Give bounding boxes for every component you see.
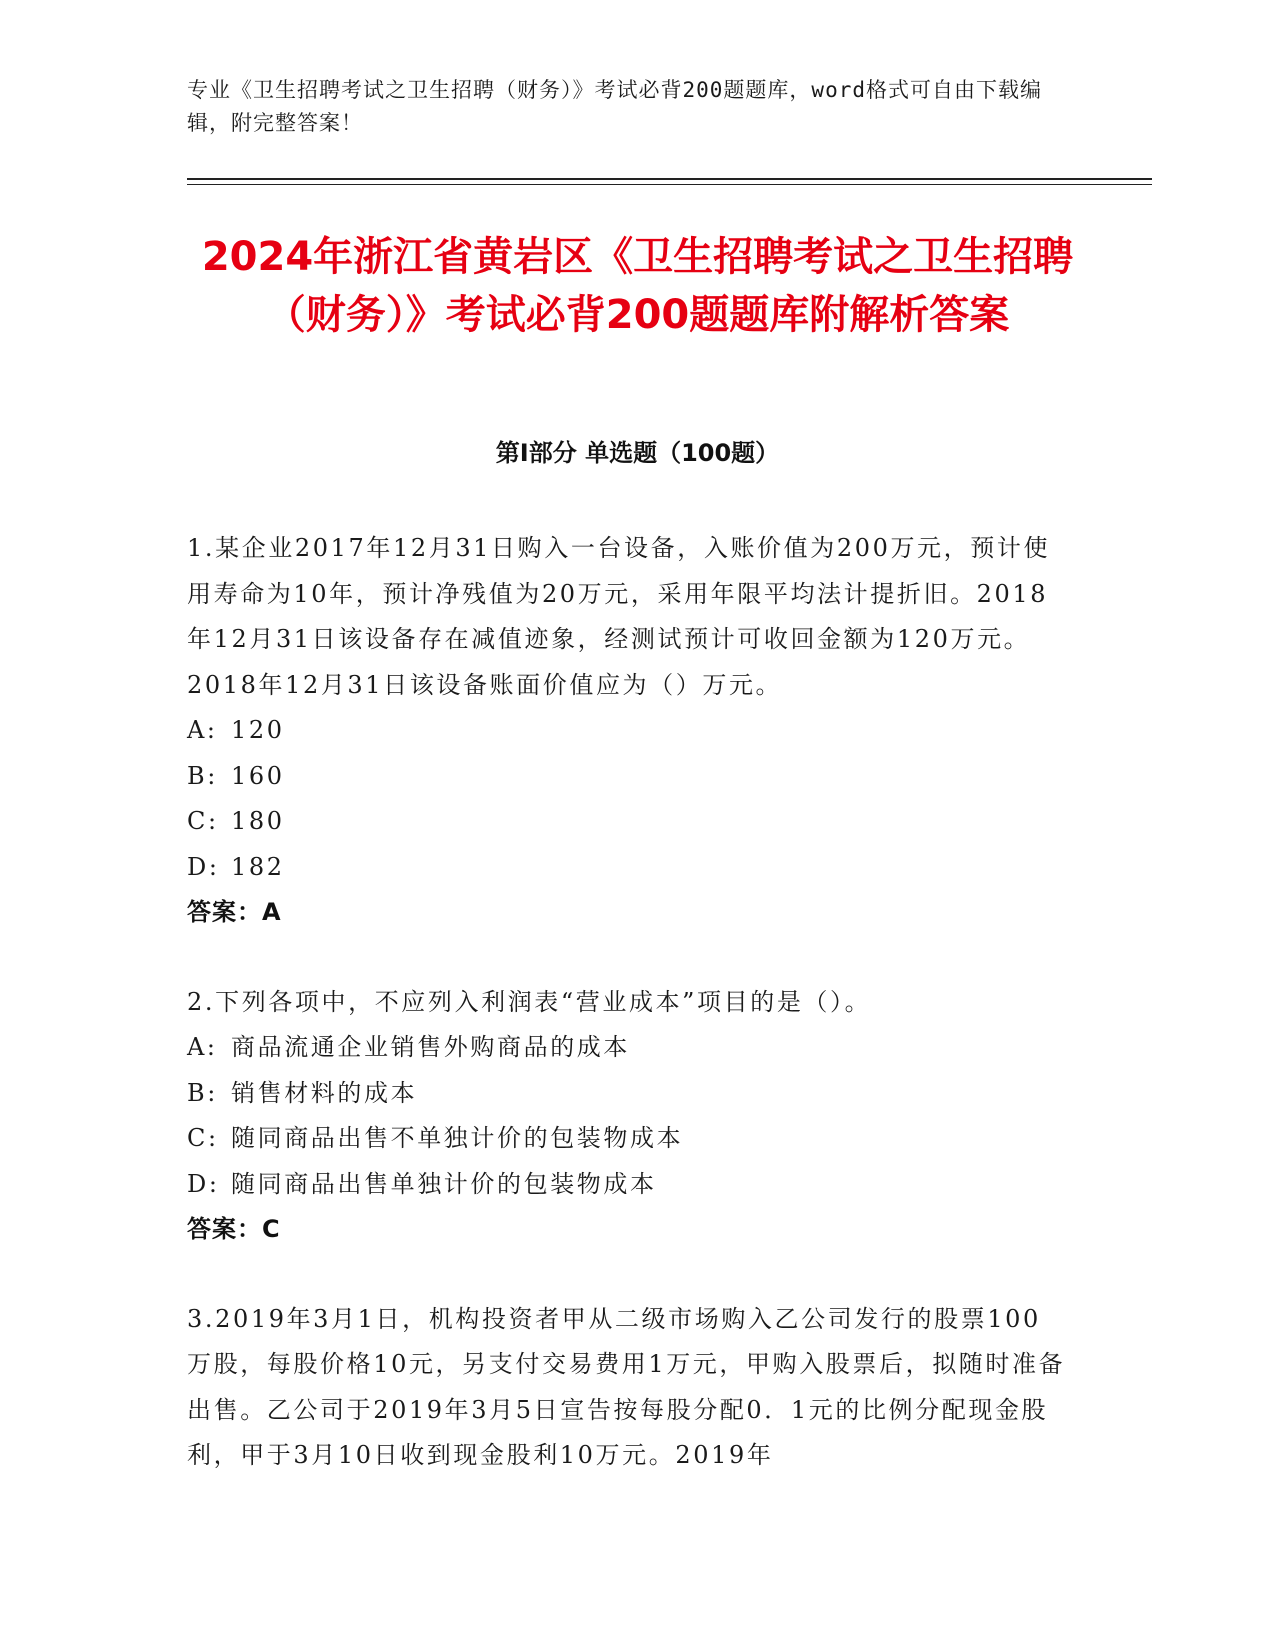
header-rule-thick — [187, 178, 1152, 180]
question-2 — [187, 980, 1067, 1253]
option-text: 182 — [231, 852, 285, 881]
option-d — [187, 1162, 1067, 1208]
option-key: D: — [187, 1169, 220, 1198]
question-1 — [187, 526, 1067, 936]
option-text: 随同商品出售单独计价的包装物成本 — [231, 1169, 657, 1198]
question-stem: 3.2019年3月1日，机构投资者甲从二级市场购入乙公司发行的股票100万股，每股价格10元，另支付交易费用1万元，甲购入股票后，拟随时准备出售。乙公司于2019年3月5日宣告按每股分配0．1元的比例分配现金股利，甲于3月10日收到现金股利10万元。2019年 — [187, 1304, 1066, 1469]
option-key: D: — [187, 852, 220, 881]
header-rule-thin — [187, 184, 1152, 185]
option-key: A: — [187, 716, 218, 744]
option-text: 120 — [231, 716, 285, 744]
option-text: 160 — [231, 761, 285, 790]
section-title: 第I部分 单选题（100题） — [495, 439, 780, 467]
option-a — [187, 1025, 1067, 1071]
option-b — [187, 1071, 1067, 1117]
question-3 — [187, 1297, 1067, 1479]
document-title: 2024年浙江省黄岩区《卫生招聘考试之卫生招聘（财务）》考试必背200题题库附解析答案 — [201, 234, 1074, 338]
option-key: C: — [187, 1124, 219, 1152]
option-b — [187, 754, 1067, 800]
answer: 答案：A — [187, 898, 282, 926]
option-text: 随同商品出售不单独计价的包装物成本 — [231, 1124, 684, 1152]
option-c — [187, 1116, 1067, 1162]
question-list — [187, 526, 1067, 1523]
question-stem: 2.下列各项中，不应列入利润表“营业成本”项目的是（）。 — [187, 987, 872, 1016]
option-key: C: — [187, 807, 219, 835]
option-key: A: — [187, 1033, 218, 1061]
option-c — [187, 799, 1067, 845]
option-key: B: — [187, 1078, 218, 1107]
option-text: 销售材料的成本 — [231, 1078, 418, 1107]
question-stem: 1.某企业2017年12月31日购入一台设备，入账价值为200万元，预计使用寿命为10年，预计净残值为20万元，采用年限平均法计提折旧。2018年12月31日该设备存在减值迹象，经测试预计可收回金额为120万元。2018年12月31日该设备账面价值应为（）万元。 — [187, 534, 1051, 699]
option-key: B: — [187, 761, 218, 790]
option-a — [187, 708, 1067, 754]
option-text: 180 — [231, 807, 285, 835]
option-text: 商品流通企业销售外购商品的成本 — [231, 1033, 630, 1061]
header-note: 专业《卫生招聘考试之卫生招聘（财务）》考试必背200题题库，word格式可自由下载编辑，附完整答案！ — [187, 78, 1042, 135]
option-d — [187, 845, 1067, 891]
answer: 答案：C — [187, 1215, 281, 1243]
